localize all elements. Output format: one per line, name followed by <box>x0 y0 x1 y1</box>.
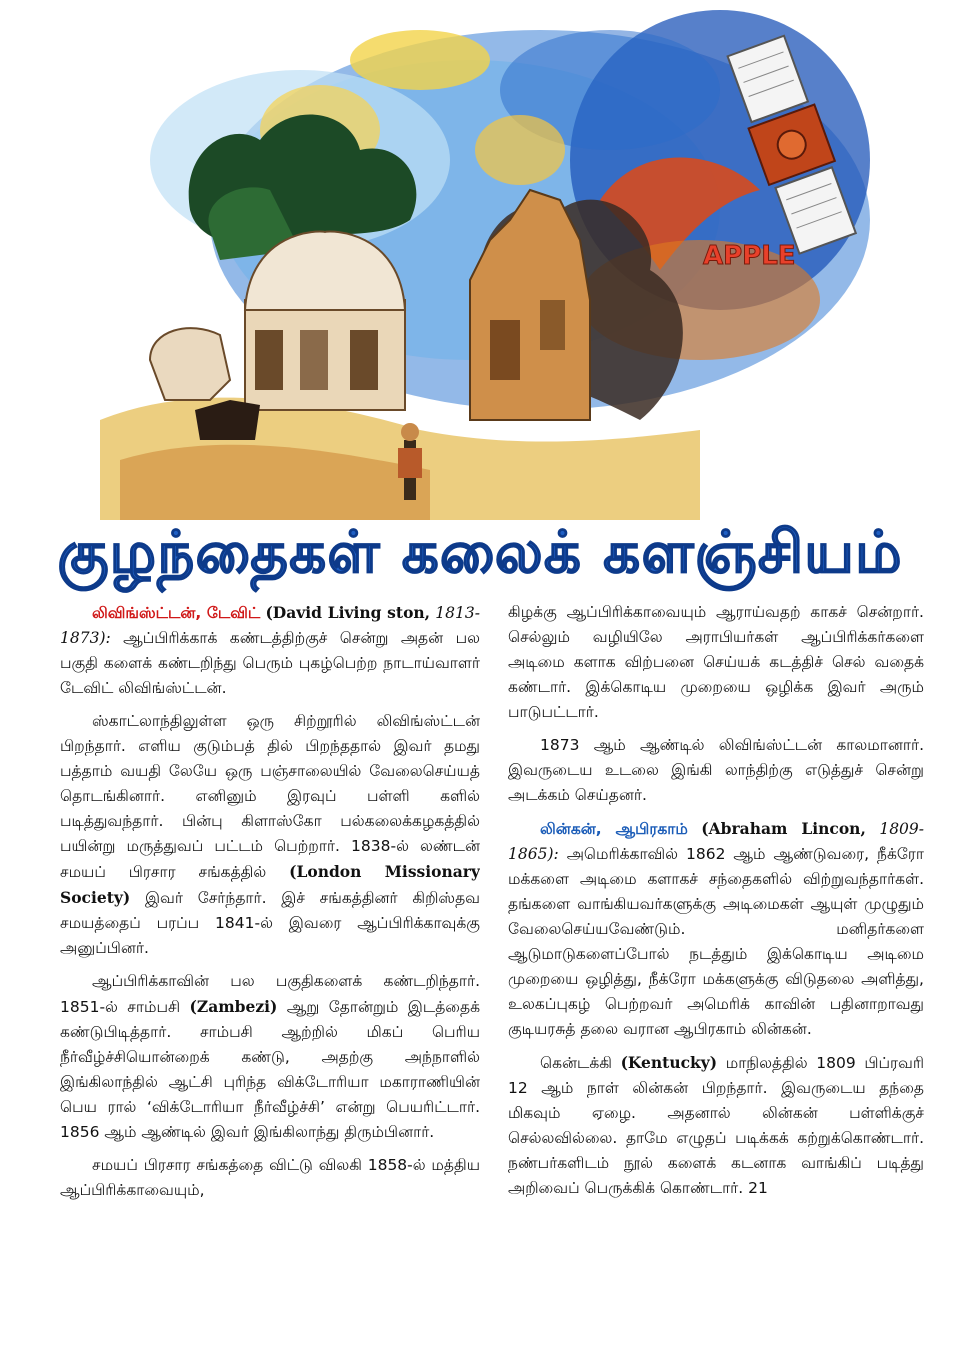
paragraph-lincoln-early-life <box>508 1050 924 1201</box>
years-livingstone: 1813-1873): <box>60 604 480 647</box>
satellite-label: APPLE <box>703 241 796 271</box>
headword-lincoln: லின்கன், ஆபிரகாம் <box>540 820 688 838</box>
page-title: குழந்தைகள் கலைக் களஞ்சியம் <box>57 518 903 586</box>
entry-livingstone-intro <box>60 600 480 701</box>
intro-text-lincoln: அமெரிக்காவில் 1862 ஆம் ஆண்டுவரை, நீக்ரோ மக்களை அடிமை களாகச் சந்தைகளில் விற்றுவந்தார்கள். தங்களை வாங்கியவர்களுக்கு அடிமைகள் ஆயுள் முழுதும் வேலைசெய்யவேண்டும். மனிதர்களை ஆடுமாடுகளைப்போல் நடத்தும் இக்கொடிய அடிமை முறையை ஒழித்து, நீக்ரோ மக்களுக்கு விடுதலை அளித்து, உலகப்புகழ் பெற்றவர் அமெரிக் காவின் பதினாறாவது குடியரசுத் தலை வரான ஆபிரகாம் லின்கன். <box>508 845 924 1038</box>
english-name-lincoln: (Abraham Lincon, <box>701 819 866 838</box>
paragraph-text: ஸ்காட்லாந்திலுள்ள ஒரு சிற்றூரில் லிவிங்ஸ்ட்டன் பிறந்தார். எளிய குடும்பத் தில் பிறந்ததால் இவர் தமது பத்தாம் வயதி லேயே ஒரு பஞ்சாலையில் வேலைசெய்யத் தொடங்கினார். எனினும் இரவுப் பள்ளி களில் படித்துவந்தார். பின்பு கிளாஸ்கோ பல்கலைக்கழகத்தில் பயின்று மருத்துவப் பட்டம் பெற்றார். 1838-ல் லண்டன் சமயப் பிரசார சங்கத்தில் <box>60 712 480 881</box>
paragraph-livingstone-early-life <box>60 709 480 961</box>
paragraph-text: ஆப்பிரிக்காவின் பல பகுதிகளைக் கண்டறிந்தார். 1851-ல் சாம்பசி <box>60 972 480 1016</box>
headword-livingstone: லிவிங்ஸ்ட்டன், டேவிட் <box>92 604 261 622</box>
years-lincoln: 1809-1865): <box>508 820 924 863</box>
paragraph-livingstone-explorations <box>60 969 480 1145</box>
intro-text-livingstone: ஆப்பிரிக்காக் கண்டத்திற்குச் சென்று அதன் பல பகுதி களைக் கண்டறிந்து பெரும் புகழ்பெற்ற நாடாய்வாளர் டேவிட் லிவிங்ஸ்ட்டன். <box>60 629 480 697</box>
paragraph-text: ஆறு தோன்றும் இடத்தைக் கண்டுபிடித்தார். சாம்பசி ஆற்றில் மிகப் பெரிய நீர்வீழ்ச்சியொன்றைக் கண்டு, அதற்கு அந்நாளில் இங்கிலாந்தில் ஆட்சி புரிந்த விக்டோரியா மகாராணியின் பெய ரால் ‘விக்டோரியா நீர்வீழ்ச்சி’ என்று பெயரிட்டார். 1856 ஆம் ஆண்டில் இவர் இங்கிலாந்து திரும்பினார். <box>60 998 480 1141</box>
paragraph-text: இவர் சேர்ந்தார். இச் சங்கத்தினர் கிறிஸ்தவ சமயத்தைப் பரப்ப 1841-ல் இவரை ஆப்பிரிக்காவுக்கு அனுப்பினர். <box>60 889 480 957</box>
paragraph-continued: கிழக்கு ஆப்பிரிக்காவையும் ஆராய்வதற் காகச் சென்றார். செல்லும் வழியிலே அராபியர்கள் ஆப்பிரிக்கர்களை அடிமை களாக விற்பனை செய்யக் கடத்திச் செல் வதைக் கண்டார். இக்கொடிய முறையை ஒழிக்க இவர் அரும் பாடுபட்டார். <box>508 603 924 721</box>
english-term-london-missionary: (London Missionary Society) <box>60 862 480 907</box>
paragraph-text: மாநிலத்தில் 1809 பிப்ரவரி 12 ஆம் நாள் லின்கன் பிறந்தார். இவருடைய தந்தை மிகவும் ஏழை. அதனால் லின்கன் பள்ளிக்குச் செல்லவில்லை. தாமே எழுதப் படிக்கக் கற்றுக்கொண்டார். நண்பர்களிடம் நூல் களைக் கடனாக வாங்கிப் படித்து அறிவைப் பெருக்கிக் கொண்டார். 21 <box>508 1054 924 1197</box>
entry-lincoln-intro <box>508 816 924 1042</box>
paragraph-text: கென்டக்கி <box>540 1054 612 1072</box>
english-term-zambezi: (Zambezi) <box>189 997 278 1016</box>
english-term-kentucky: (Kentucky) <box>620 1053 718 1072</box>
english-name-livingstone: (David Living ston, <box>265 603 431 622</box>
left-column <box>60 600 480 1360</box>
paragraph-livingstone-later: சமயப் பிரசார சங்கத்தை விட்டு விலகி 1858-ல் மத்திய ஆப்பிரிக்காவையும், <box>60 1156 480 1199</box>
encyclopedia-illustration <box>0 0 966 520</box>
paragraph-livingstone-death: 1873 ஆம் ஆண்டில் லிவிங்ஸ்ட்டன் காலமானார். இவருடைய உடலை இங்கி லாந்திற்கு எடுத்துச் சென்று அடக்கம் செய்தனர். <box>508 736 924 804</box>
right-column <box>508 600 924 1360</box>
